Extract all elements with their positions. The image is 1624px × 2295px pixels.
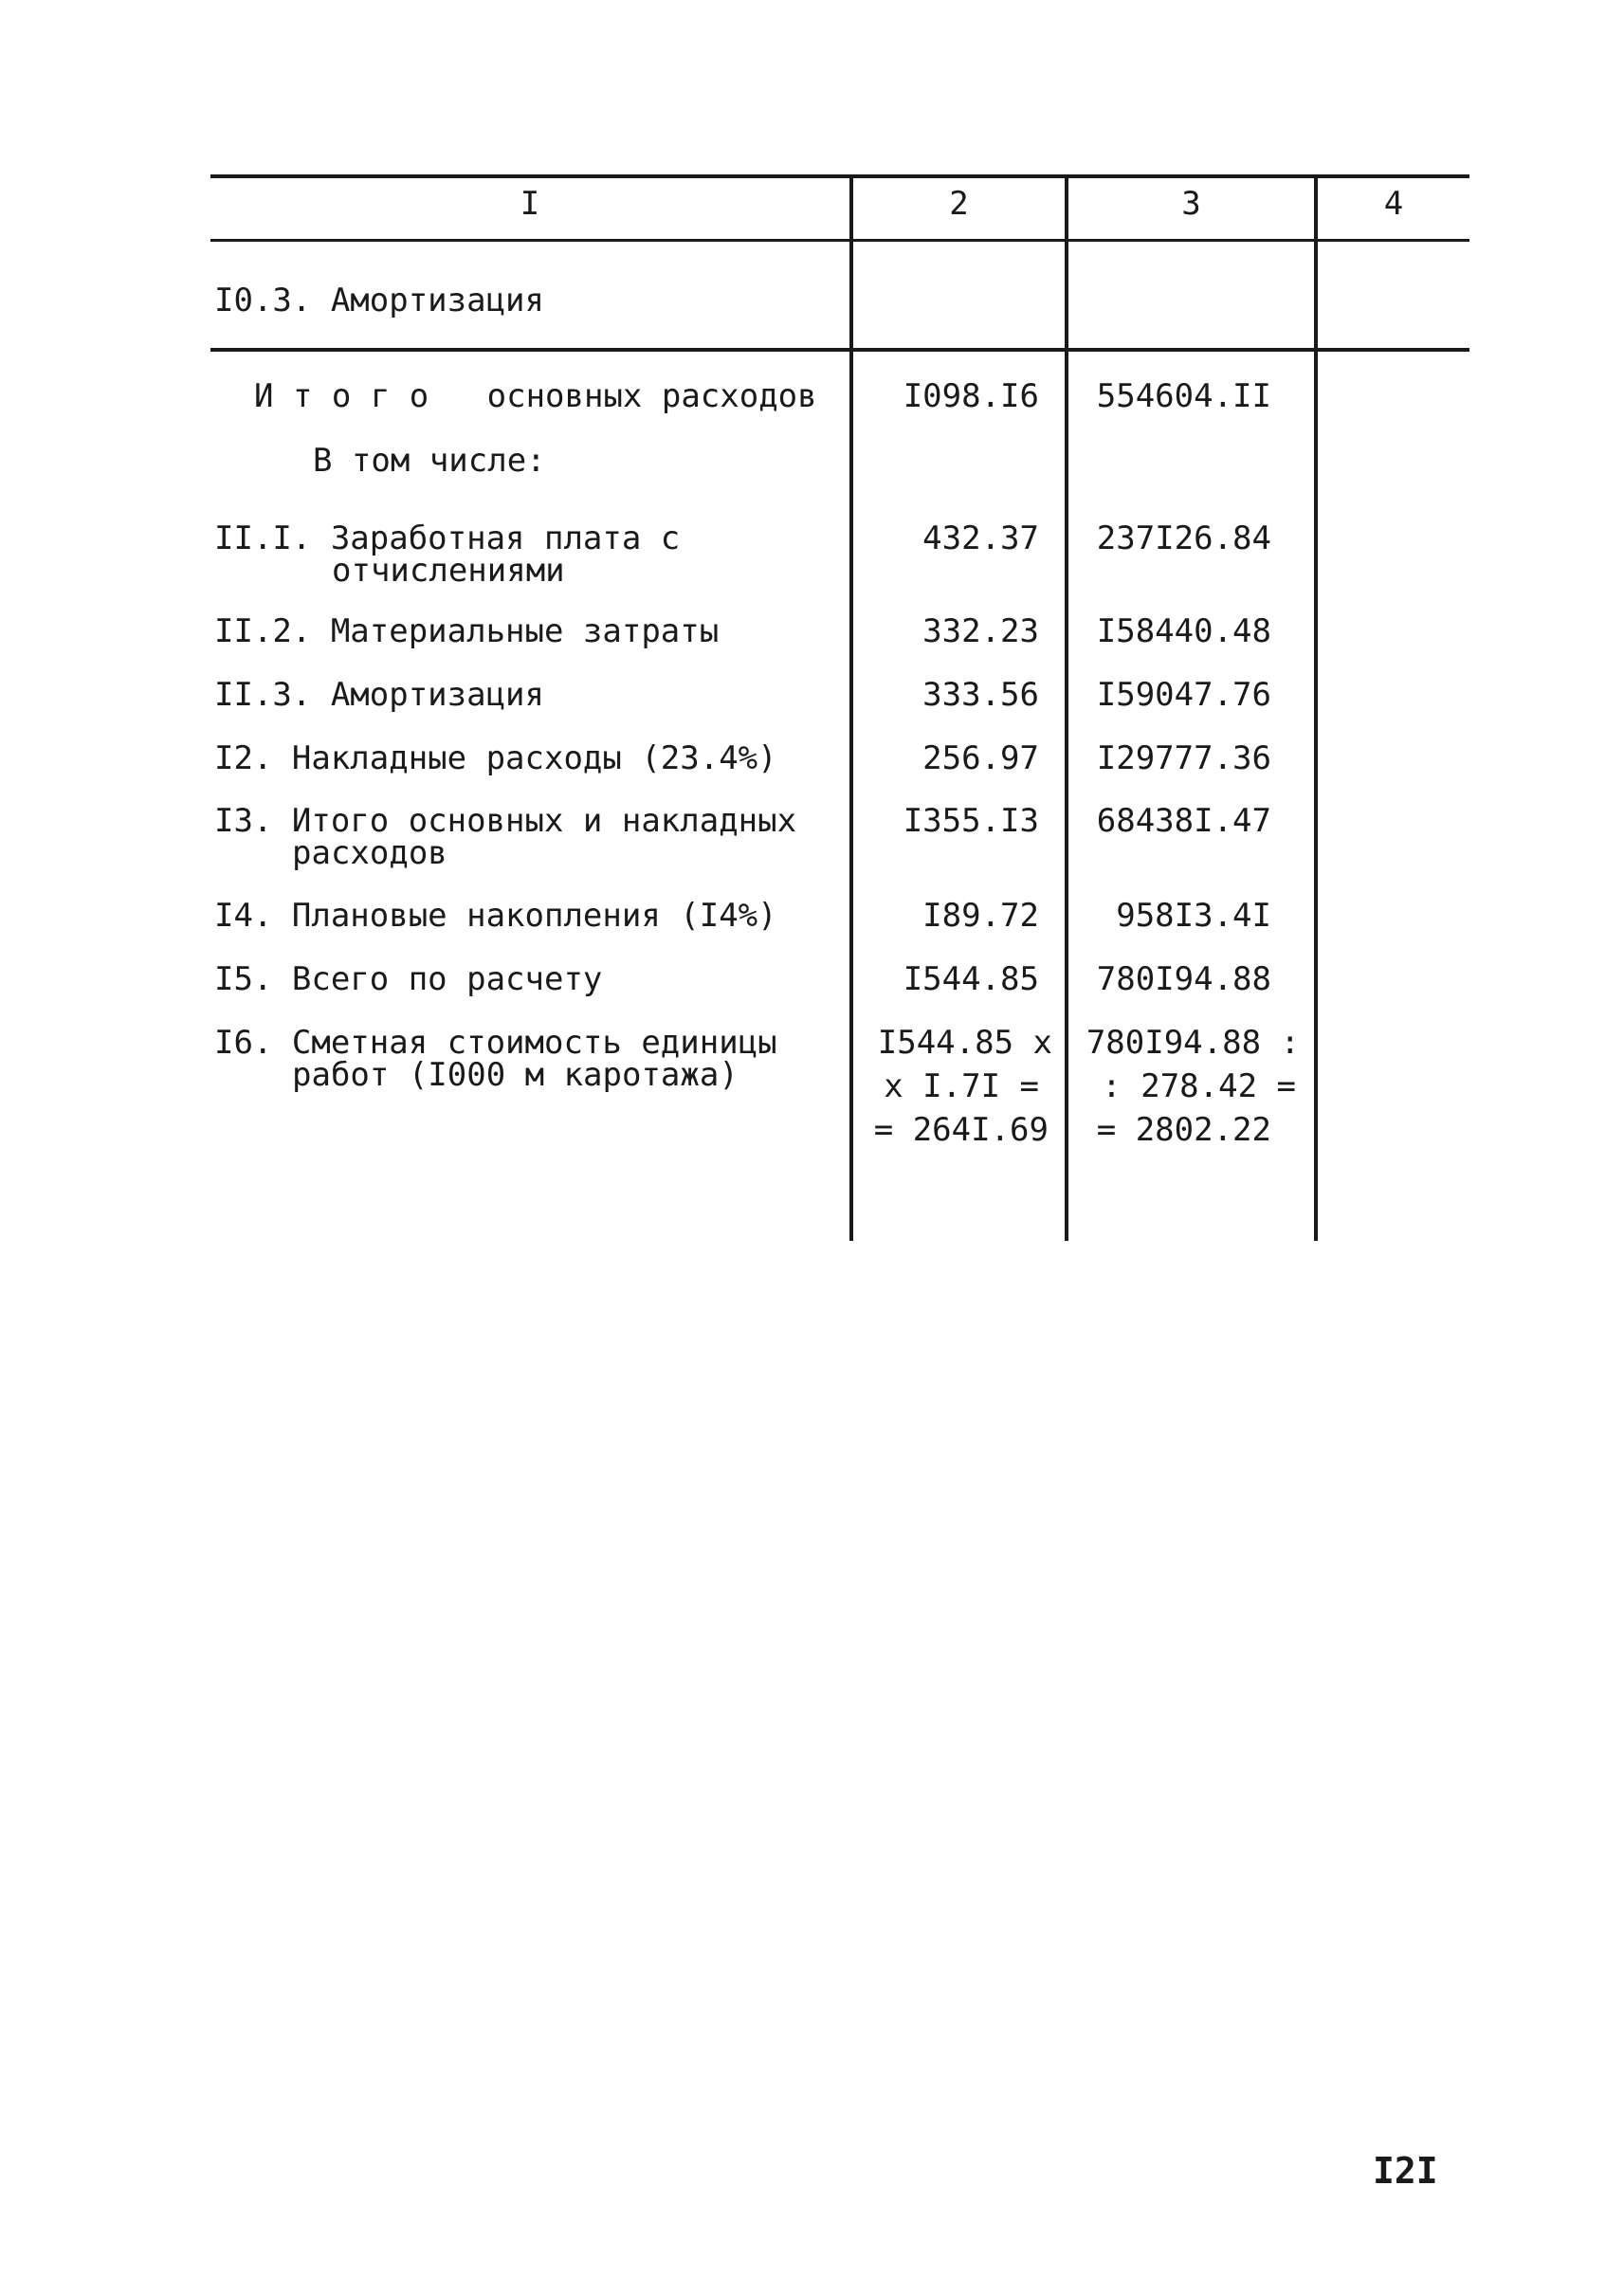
column-header-2: 2 <box>949 185 969 223</box>
column-header-3: 3 <box>1181 185 1201 223</box>
row-13-col2: I355.I3 <box>903 802 1039 840</box>
row-13-label: I3. Итого основных и накладных <box>214 802 797 840</box>
row-11-1-label-cont: отчислениями <box>332 552 565 590</box>
row-15-col3: 780I94.88 <box>1096 960 1271 998</box>
row-16-label-cont: работ (I000 м каротажа) <box>292 1056 739 1094</box>
row-11-3-label: II.3. Амортизация <box>214 676 544 714</box>
row-11-2-col2: 332.23 <box>922 612 1039 650</box>
row-13-col3: 68438I.47 <box>1096 802 1271 840</box>
row-15-col2: I544.85 <box>903 960 1039 998</box>
row-12-col2: 256.97 <box>922 739 1039 777</box>
row-16-label: I6. Сметная стоимость единицы <box>214 1024 777 1062</box>
row-11-3-col3: I59047.76 <box>1096 676 1271 714</box>
row-16-col2-line1: I544.85 x <box>877 1024 1052 1062</box>
row-14-col3: 958I3.4I <box>1116 897 1271 935</box>
row-16-col3-line2: : 278.42 = <box>1102 1067 1296 1105</box>
row-13-label-cont: расходов <box>292 834 447 872</box>
total-main-costs-label: И т о г о основных расходов <box>254 377 817 415</box>
row-16-col3-line3: = 2802.22 <box>1096 1111 1271 1149</box>
row-16-col2-line2: x I.7I = <box>884 1067 1039 1105</box>
row-16-col3-line1: 780I94.88 : <box>1086 1024 1300 1062</box>
row-depreciation-10-3: I0.3. Амортизация <box>214 282 544 319</box>
section-rule <box>210 348 1469 352</box>
row-15-label: I5. Всего по расчету <box>214 960 603 998</box>
column-divider-3 <box>1314 174 1318 1241</box>
total-main-costs-col2: I098.I6 <box>903 377 1039 415</box>
row-11-1-col2: 432.37 <box>922 519 1039 557</box>
row-11-1-col3: 237I26.84 <box>1096 519 1271 557</box>
column-header-4: 4 <box>1383 185 1404 223</box>
table-top-rule <box>210 174 1469 178</box>
row-11-3-col2: 333.56 <box>922 676 1039 714</box>
row-11-1-label: II.I. Заработная плата с <box>214 519 681 557</box>
row-12-label: I2. Накладные расходы (23.4%) <box>214 739 777 777</box>
row-11-2-label: II.2. Материальные затраты <box>214 612 720 650</box>
including-label: В том числе: <box>313 442 546 480</box>
header-bottom-rule <box>210 239 1469 242</box>
row-14-col2: I89.72 <box>922 897 1039 935</box>
row-12-col3: I29777.36 <box>1096 739 1271 777</box>
column-header-1: I <box>520 185 540 223</box>
row-11-2-col3: I58440.48 <box>1096 612 1271 650</box>
total-main-costs-col3: 554604.II <box>1096 377 1271 415</box>
row-16-col2-line3: = 264I.69 <box>873 1111 1049 1149</box>
page-number: I2I <box>1373 2150 1438 2192</box>
row-14-label: I4. Плановые накопления (I4%) <box>214 897 777 935</box>
